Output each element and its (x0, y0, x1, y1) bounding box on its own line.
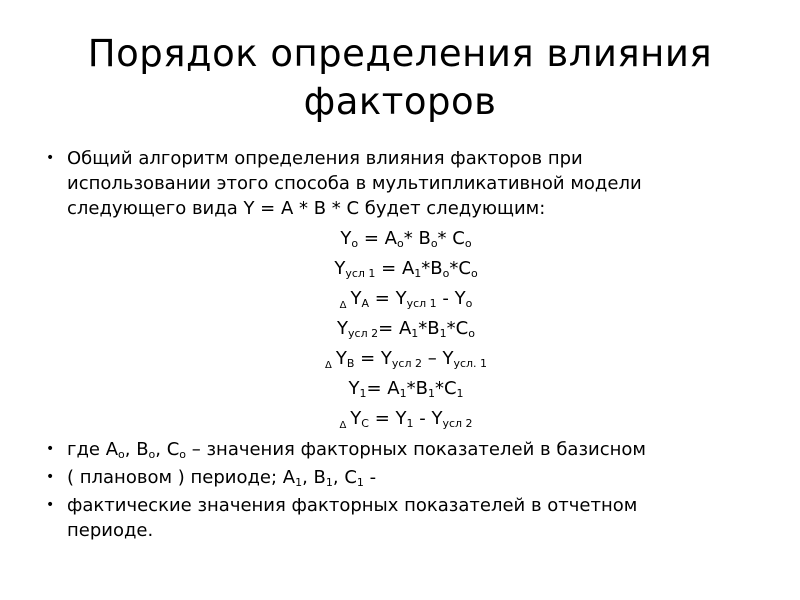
formula-y-usl1-c-sub: о (470, 267, 478, 280)
formula-delta-yb (80, 344, 732, 374)
formula-delta-ya-y: Y (350, 288, 362, 309)
formula-delta-yb-y2-sub: усл 2 (391, 357, 422, 370)
formula-block (80, 224, 732, 434)
formula-y-usl1-mult-1: * (421, 258, 431, 279)
formula-y0-mult-1: * (403, 228, 419, 249)
formula-delta-yc-eq: = (368, 408, 396, 429)
plan-sub-2: 1 (325, 476, 333, 489)
formula-y-usl2-eq: = (378, 318, 399, 339)
formula-y0-c-sub: о (464, 237, 472, 250)
bullet-actual (40, 493, 770, 543)
plan-sub-3: 1 (356, 476, 364, 489)
formula-delta-yc-y: Y (350, 408, 362, 429)
formula-y0-b: В (418, 228, 431, 249)
formula-delta-yc-minus: - (413, 408, 432, 429)
title-line-1: Порядок определения влияния (87, 32, 713, 75)
formula-y0-eq: = (358, 228, 385, 249)
where-text-1: где А (67, 439, 119, 460)
formula-delta-yc-y2-sub: 1 (406, 417, 414, 430)
where-sub-2: о (148, 448, 156, 461)
formula-delta-ya-y3: Y (454, 288, 466, 309)
plan-text-4: - (363, 467, 377, 488)
formula-y1-mult-2: * (434, 378, 444, 399)
formula-y1-y-sub: 1 (359, 387, 367, 400)
formula-y-usl1-eq: = (375, 258, 402, 279)
plan-text-1: ( плановом ) периоде; А (67, 467, 296, 488)
formula-y1-c-sub: 1 (456, 387, 464, 400)
formula-delta-yb-eq: = (354, 348, 381, 369)
formula-delta-yb-y2: Y (380, 348, 392, 369)
bullet-icon: • (46, 441, 55, 457)
formula-delta-yc-y3: Y (431, 408, 443, 429)
formula-delta-yb-y3-sub: усл. 1 (453, 357, 488, 370)
title-line-2: факторов (303, 80, 497, 123)
formula-y0-a-sub: о (396, 237, 404, 250)
formula-delta-yc-y-sub: С (361, 417, 369, 430)
formula-y-usl2-a-sub: 1 (411, 327, 419, 340)
formula-y0-a: А (384, 228, 397, 249)
bullet-icon: • (46, 497, 55, 513)
actual-line-2: периоде. (67, 520, 154, 541)
formula-y-usl1-a: А (401, 258, 415, 279)
formula-delta-yb-y-sub: В (346, 357, 355, 370)
formula-y-usl1-c: С (458, 258, 471, 279)
where-text-2: , В (124, 439, 149, 460)
bullet-plan (40, 465, 770, 490)
slide-title (40, 30, 760, 126)
where-sub-1: о (118, 448, 125, 461)
formula-y-usl2-c-sub: о (468, 327, 475, 340)
intro-line-3: следующего вида Y = А * В * С будет следующим: (67, 198, 546, 219)
intro-line-2: использовании этого способа в мультипликативной модели (67, 173, 642, 194)
formula-y-usl2-b: В (427, 318, 440, 339)
formula-delta-ya (80, 284, 732, 314)
slide-body (40, 146, 770, 543)
formula-delta-ya-minus: - (436, 288, 455, 309)
where-sub-3: о (179, 448, 187, 461)
formula-delta-ya-y2: Y (395, 288, 407, 309)
formula-y-usl1-a-sub: 1 (414, 267, 422, 280)
formula-y0 (80, 224, 732, 254)
formula-y1-b: В (415, 378, 428, 399)
bullet-intro (40, 146, 770, 221)
formula-y-usl1-b: В (430, 258, 443, 279)
formula-y-usl2-y-sub: усл 2 (348, 327, 379, 340)
formula-y0-c: С (452, 228, 465, 249)
formula-y1-b-sub: 1 (427, 387, 435, 400)
formula-delta-ya-y-sub: А (361, 297, 370, 310)
formula-y-usl1 (80, 254, 732, 284)
formula-delta-ya-y3-sub: о (465, 297, 473, 310)
formula-delta-yb-y: Y (335, 348, 347, 369)
formula-delta-yc-y2: Y (395, 408, 407, 429)
bullet-where (40, 437, 770, 462)
formula-delta-yc-y3-sub: усл 2 (442, 417, 473, 430)
formula-y1-a-sub: 1 (399, 387, 407, 400)
formula-y-usl2 (80, 314, 732, 344)
delta-icon: Δ (339, 300, 347, 311)
formula-y1-y: Y (348, 378, 360, 399)
formula-y-usl2-mult-1: * (418, 318, 428, 339)
formula-delta-ya-y2-sub: усл 1 (406, 297, 437, 310)
bullet-icon: • (46, 150, 55, 166)
formula-y-usl2-c: С (455, 318, 469, 339)
plan-sub-1: 1 (295, 476, 303, 489)
where-text-4: – значения факторных показателей в базисном (186, 439, 646, 460)
formula-delta-yb-y3: Y (442, 348, 454, 369)
formula-y-usl2-a: А (398, 318, 412, 339)
formula-y1-c: С (443, 378, 457, 399)
formula-delta-yc (80, 404, 732, 434)
formula-y0-mult-2: * (437, 228, 453, 249)
formula-y-usl2-b-sub: 1 (439, 327, 447, 340)
formula-y-usl1-b-sub: о (442, 267, 450, 280)
formula-y0-y-sub: о (351, 237, 359, 250)
plan-text-2: , В (302, 467, 326, 488)
formula-y-usl1-y: Y (334, 258, 346, 279)
formula-y-usl2-mult-2: * (446, 318, 456, 339)
formula-delta-yb-minus: – (421, 348, 443, 369)
formula-y1 (80, 374, 732, 404)
formula-y1-eq: = (366, 378, 388, 399)
formula-y-usl1-mult-2: * (449, 258, 459, 279)
formula-y0-b-sub: о (430, 237, 438, 250)
formula-y-usl1-y-sub: усл 1 (345, 267, 376, 280)
delta-icon: Δ (339, 420, 347, 431)
plan-text-3: , С (332, 467, 357, 488)
formula-y0-y: Y (340, 228, 352, 249)
formula-y-usl2-y: Y (337, 318, 349, 339)
formula-y1-mult-1: * (406, 378, 416, 399)
formula-y1-a: А (387, 378, 400, 399)
actual-line-1: фактические значения факторных показателей в отчетном (67, 495, 638, 516)
intro-line-1: Общий алгоритм определения влияния факторов при (67, 148, 583, 169)
formula-delta-ya-eq: = (369, 288, 396, 309)
where-text-3: , С (155, 439, 180, 460)
bullet-icon: • (46, 469, 55, 485)
delta-icon: Δ (324, 360, 332, 371)
